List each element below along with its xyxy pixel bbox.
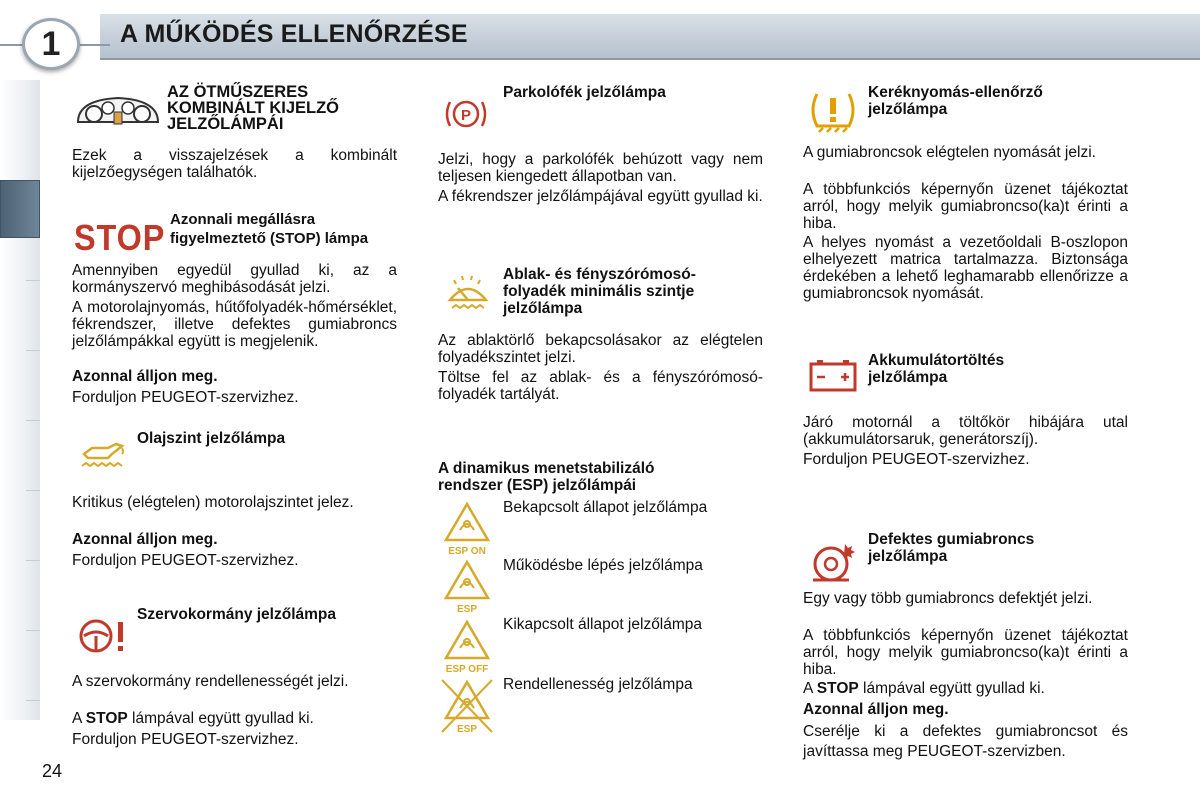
tyre-text-2: A többfunkciós képernyőn üzenet tájékoztat arról, hogy melyik gumiabroncso(ka)t érinti a hiba. — [803, 181, 1128, 232]
esp-item-label: Rendellenesség jelzőlámpa — [503, 676, 693, 693]
flat-heading — [868, 531, 1034, 565]
power-steering-icon — [76, 614, 128, 656]
heading-line: rendszer (ESP) jelzőlámpái — [438, 477, 637, 494]
tab-divider — [26, 560, 40, 561]
heading-line: jelzőlámpa — [868, 369, 948, 386]
flat-tyre-icon — [807, 538, 859, 586]
esp-badge: ESP — [456, 604, 478, 615]
stop-instruction: Azonnal álljon meg. — [72, 368, 218, 385]
esp-off-icon — [440, 618, 494, 676]
oil-level-icon — [78, 436, 128, 474]
instrument-cluster-icon — [74, 92, 162, 128]
chapter-tab-active — [0, 180, 40, 238]
heading-line: jelzőlámpa — [868, 548, 948, 565]
tab-divider — [26, 280, 40, 281]
esp-badge: ESP ON — [448, 546, 486, 557]
heading-line: Defektes gumiabroncs — [868, 531, 1035, 548]
stop-text-1: Amennyiben egyedül gyullad ki, az a kormányszervó meghibásodását jelzi. — [72, 262, 397, 296]
tab-divider — [26, 350, 40, 351]
svg-text:P: P — [460, 107, 472, 124]
heading-line: Ablak- és fényszórómosó- — [503, 266, 696, 283]
tyre-text-1: A gumiabroncsok elégtelen nyomását jelzi. — [803, 144, 1096, 161]
stop-service: Forduljon PEUGEOT-szervizhez. — [72, 389, 299, 406]
steering-heading: Szervokormány jelzőlámpa — [137, 606, 336, 623]
heading-line: JELZŐLÁMPÁI — [167, 115, 284, 133]
flat-instruction: Azonnal álljon meg. — [803, 701, 949, 718]
battery-charge-icon — [807, 358, 859, 394]
washer-heading — [503, 266, 696, 317]
oil-text-1: Kritikus (elégtelen) motorolajszintet jelez. — [72, 494, 354, 511]
text-span-bold: STOP — [816, 680, 859, 697]
steering-text-1: A szervokormány rendellenességét jelzi. — [72, 673, 349, 690]
tyre-heading — [868, 84, 1043, 118]
washer-text-2: Töltse fel az ablak- és a fényszórómosó-folyadék tartályát. — [438, 369, 763, 403]
chapter-badge: 1 — [22, 18, 80, 70]
esp-badge: ESP OFF — [445, 664, 489, 675]
heading-line: Keréknyomás-ellenőrző — [868, 84, 1043, 101]
oil-service: Forduljon PEUGEOT-szervizhez. — [72, 552, 299, 569]
esp-item-label: Működésbe lépés jelzőlámpa — [503, 557, 703, 574]
tab-divider — [26, 490, 40, 491]
cluster-text: Ezek a visszajelzések a kombinált kijelzőegységen találhatók. — [72, 147, 397, 181]
flat-text-1: Egy vagy több gumiabroncs defektjét jelzi. — [803, 590, 1093, 607]
heading-line: folyadék minimális szintje — [503, 283, 695, 300]
text-span: A — [72, 710, 86, 727]
heading-line: A dinamikus menetstabilizáló — [438, 460, 655, 477]
esp-fault-icon — [438, 676, 496, 736]
heading-line: AZ ÖTMŰSZERES — [167, 83, 309, 101]
page-header — [0, 0, 1200, 80]
text-span-bold: STOP — [85, 710, 128, 727]
text-span: A — [803, 680, 817, 697]
battery-text-1: Járó motornál a töltőkör hibájára utal (akkumulátorsaruk, generátorszíj). — [803, 414, 1128, 448]
esp-on-icon — [440, 500, 494, 558]
stop-warning-icon: STOP — [74, 217, 166, 258]
battery-service: Forduljon PEUGEOT-szervizhez. — [803, 451, 1030, 468]
page-title: A MŰKÖDÉS ELLENŐRZÉSE — [120, 20, 468, 48]
tab-divider — [26, 630, 40, 631]
esp-item-label: Kikapcsolt állapot jelzőlámpa — [503, 616, 703, 633]
flat-text-3 — [803, 680, 1045, 697]
heading-line: Akkumulátortöltés — [868, 352, 1005, 369]
parking-heading: Parkolófék jelzőlámpa — [503, 84, 666, 101]
heading-line: Azonnali megállásra — [170, 211, 316, 228]
esp-badge: ESP — [456, 724, 478, 735]
tyre-text-3: A helyes nyomást a vezetőoldali B-oszlopon elhelyezett matrica tartalmazza. Biztonsága érdekében a lehető leghamarabb ellenőrizze a gumiabroncsok nyomását. — [803, 234, 1128, 302]
stop-heading — [170, 210, 368, 248]
esp-item-label: Bekapcsolt állapot jelzőlámpa — [503, 499, 708, 516]
chapter-tab-strip — [0, 80, 40, 720]
tab-divider — [26, 420, 40, 421]
cluster-heading — [167, 84, 339, 132]
heading-line: jelzőlámpa — [503, 300, 583, 317]
washer-text-1: Az ablaktörlő bekapcsolásakor az elégtelen folyadékszintet jelzi. — [438, 332, 763, 366]
text-span: lámpával együtt gyullad ki. — [127, 710, 314, 727]
heading-line: figyelmeztető (STOP) lámpa — [170, 230, 369, 247]
esp-heading — [438, 460, 654, 494]
page-number: 24 — [42, 761, 63, 781]
text-span: lámpával együtt gyullad ki. — [858, 680, 1045, 697]
heading-line: jelzőlámpa — [868, 101, 948, 118]
parking-brake-icon — [442, 94, 490, 134]
battery-heading — [868, 352, 1004, 386]
oil-instruction: Azonnal álljon meg. — [72, 531, 218, 548]
parking-text-1: Jelzi, hogy a parkolófék behúzott vagy nem teljesen kiengedett állapotban van. — [438, 151, 763, 185]
tyre-pressure-icon — [807, 88, 859, 138]
heading-line: KOMBINÁLT KIJELZŐ — [167, 99, 340, 117]
washer-fluid-icon — [444, 270, 492, 314]
steering-service: Forduljon PEUGEOT-szervizhez. — [72, 731, 299, 748]
steering-text-2 — [72, 710, 314, 727]
esp-active-icon — [440, 558, 494, 616]
flat-text-2: A többfunkciós képernyőn üzenet tájékoztat arról, hogy melyik gumiabroncso(ka)t érinti a hiba. — [803, 627, 1128, 678]
oil-heading: Olajszint jelzőlámpa — [137, 430, 286, 447]
stop-text-2: A motorolajnyomás, hűtőfolyadék-hőmérséklet, fékrendszer, illetve defektes gumiabroncs jelzőlámpákkal együtt is megjelenik. — [72, 299, 397, 350]
tab-divider — [26, 700, 40, 701]
parking-text-2: A fékrendszer jelzőlámpájával együtt gyullad ki. — [438, 188, 763, 205]
flat-text-4: Cserélje ki a defektes gumiabroncsot és javíttassa meg PEUGEOT-szervizben. — [803, 723, 1128, 760]
